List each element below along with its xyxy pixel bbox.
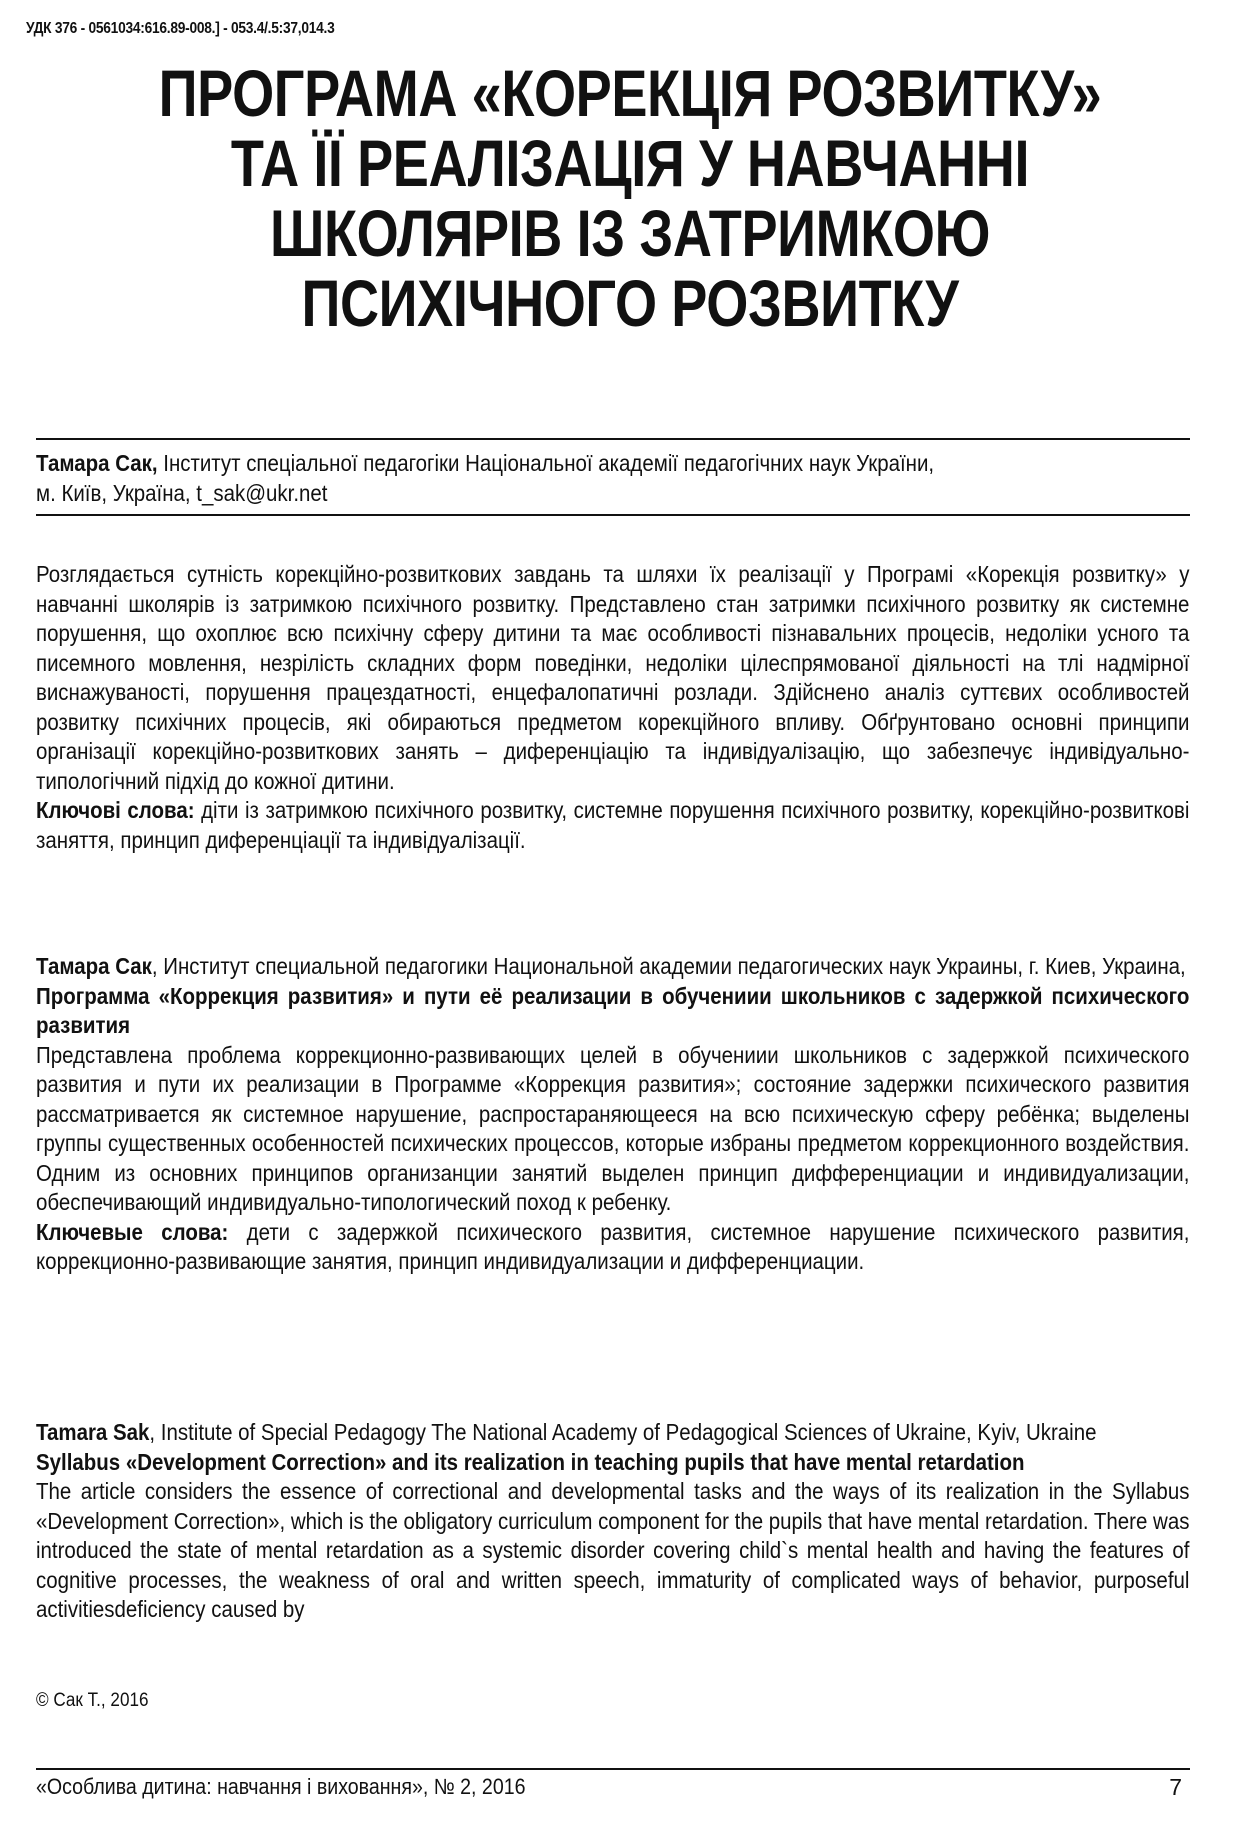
author-name: Тамара Сак bbox=[36, 953, 152, 979]
keywords-text: дети с задержкой психического развития, системное нарушение психического развития, коррекционно-развивающие занятия, принцип индивидуализации и дифференциации. bbox=[36, 1218, 1190, 1274]
title-line: ПРОГРАМА «КОРЕКЦІЯ РОЗВИТКУ» bbox=[158, 56, 1102, 130]
journal-citation: «Особлива дитина: навчання і виховання», № 2, 2016 bbox=[36, 1774, 526, 1799]
title-line: ТА ЇЇ РЕАЛІЗАЦІЯ У НАВЧАННІ bbox=[230, 126, 1030, 200]
author-name: Тамара Сак, bbox=[36, 450, 158, 476]
author-affiliation: , Институт специальной педагогики Национальной академии педагогических наук Украины, г. Киев, Украина, bbox=[151, 953, 1186, 979]
copyright-notice: © Сак Т., 2016 bbox=[36, 1690, 149, 1711]
keywords-text: діти із затримкою психічного розвитку, системне порушення психічного розвитку, корекційно-розвиткові заняття, принцип диференціації та індивідуалізації. bbox=[36, 797, 1190, 853]
keywords-label: Ключові слова: bbox=[36, 797, 195, 823]
abstract-title: Syllabus «Development Correction» and its realization in teaching pupils that have mental retardation bbox=[36, 1448, 1025, 1475]
author-affiliation: , Institute of Special Pedagogy The National Academy of Pedagogical Sciences of Ukraine, Kyiv, Ukraine bbox=[149, 1419, 1097, 1445]
title-line: ПСИХІЧНОГО РОЗВИТКУ bbox=[301, 266, 959, 340]
abstract-ukrainian bbox=[36, 560, 1190, 855]
author-info-ua bbox=[36, 438, 1190, 516]
page-footer bbox=[36, 1768, 1190, 1800]
author-affiliation: Інститут спеціальної педагогіки Національної академії педагогічних наук України, bbox=[157, 450, 935, 476]
abstract-text: Представлена проблема коррекционно-развивающих целей в обучениии школьников с задержкой психического развития и пути их реализации в Программе «Коррекция развития»; состояние задержки психического развития рассматривается як системное нарушение, распростараняющееся на всю психическую сферу ребёнка; выделены группы существенных особенностей психических процессов, которые избраны предметом коррекционного воздействия. Одним из основних принципов организанции занятий выделен принцип дифференциации и индивидуализации, обеспечивающий индивидуально-типологический поход к ребенку. bbox=[36, 1041, 1190, 1215]
abstract-english bbox=[36, 1418, 1190, 1625]
abstract-text: Розглядається сутність корекційно-розвиткових завдань та шляхи їх реалізації у Програмі «Корекція розвитку» у навчанні школярів із затримкою психічного розвитку. Представлено стан затримки психічного розвитку як системне порушення, що охоплює всю психічну сферу дитини та має особливості пізнавальних процесів, недоліки усного та писемного мовлення, незрілість складних форм поведінки, недоліки цілеспрямованої діяльності на тлі надмірної виснажуваності, порушення працездатності, енцефалопатичні розлади. Здійснено аналіз суттєвих особливостей розвитку психічних процесів, які обираються предметом корекційного впливу. Обґрунтовано основні принципи організації корекційно-розвиткових занять – диференціацію та індивідуалізацію, що забезпечує індивідуально-типологічний підхід до кожної дитини. bbox=[36, 561, 1190, 794]
keywords-label: Ключевые слова: bbox=[36, 1218, 229, 1245]
abstract-russian bbox=[36, 952, 1190, 1277]
author-name: Tamara Sak bbox=[36, 1419, 150, 1445]
article-title bbox=[146, 58, 1114, 338]
title-line: ШКОЛЯРІВ ІЗ ЗАТРИМКОЮ bbox=[269, 196, 991, 270]
udc-code: УДК 376 - 0561034:616.89-008.] - 053.4/.5:37,014.3 bbox=[26, 20, 335, 37]
page-number: 7 bbox=[1169, 1774, 1182, 1800]
abstract-title: Программа «Коррекция развития» и пути её реализации в обучениии школьников с задержкой психического развития bbox=[36, 982, 1190, 1038]
author-location-email: м. Київ, Україна, t_sak@ukr.net bbox=[36, 480, 328, 506]
abstract-text: The article considers the essence of correctional and developmental tasks and the ways of its realization in the Syllabus «Development Correction», which is the obligatory curriculum component for the pupils that have mental retardation. There was introduced the state of mental retardation as a systemic disorder covering child`s mental health and having the features of cognitive processes, the weakness of oral and written speech, immaturity of complicated ways of behavior, purposeful activitiesdeficiency caused by bbox=[36, 1478, 1190, 1622]
